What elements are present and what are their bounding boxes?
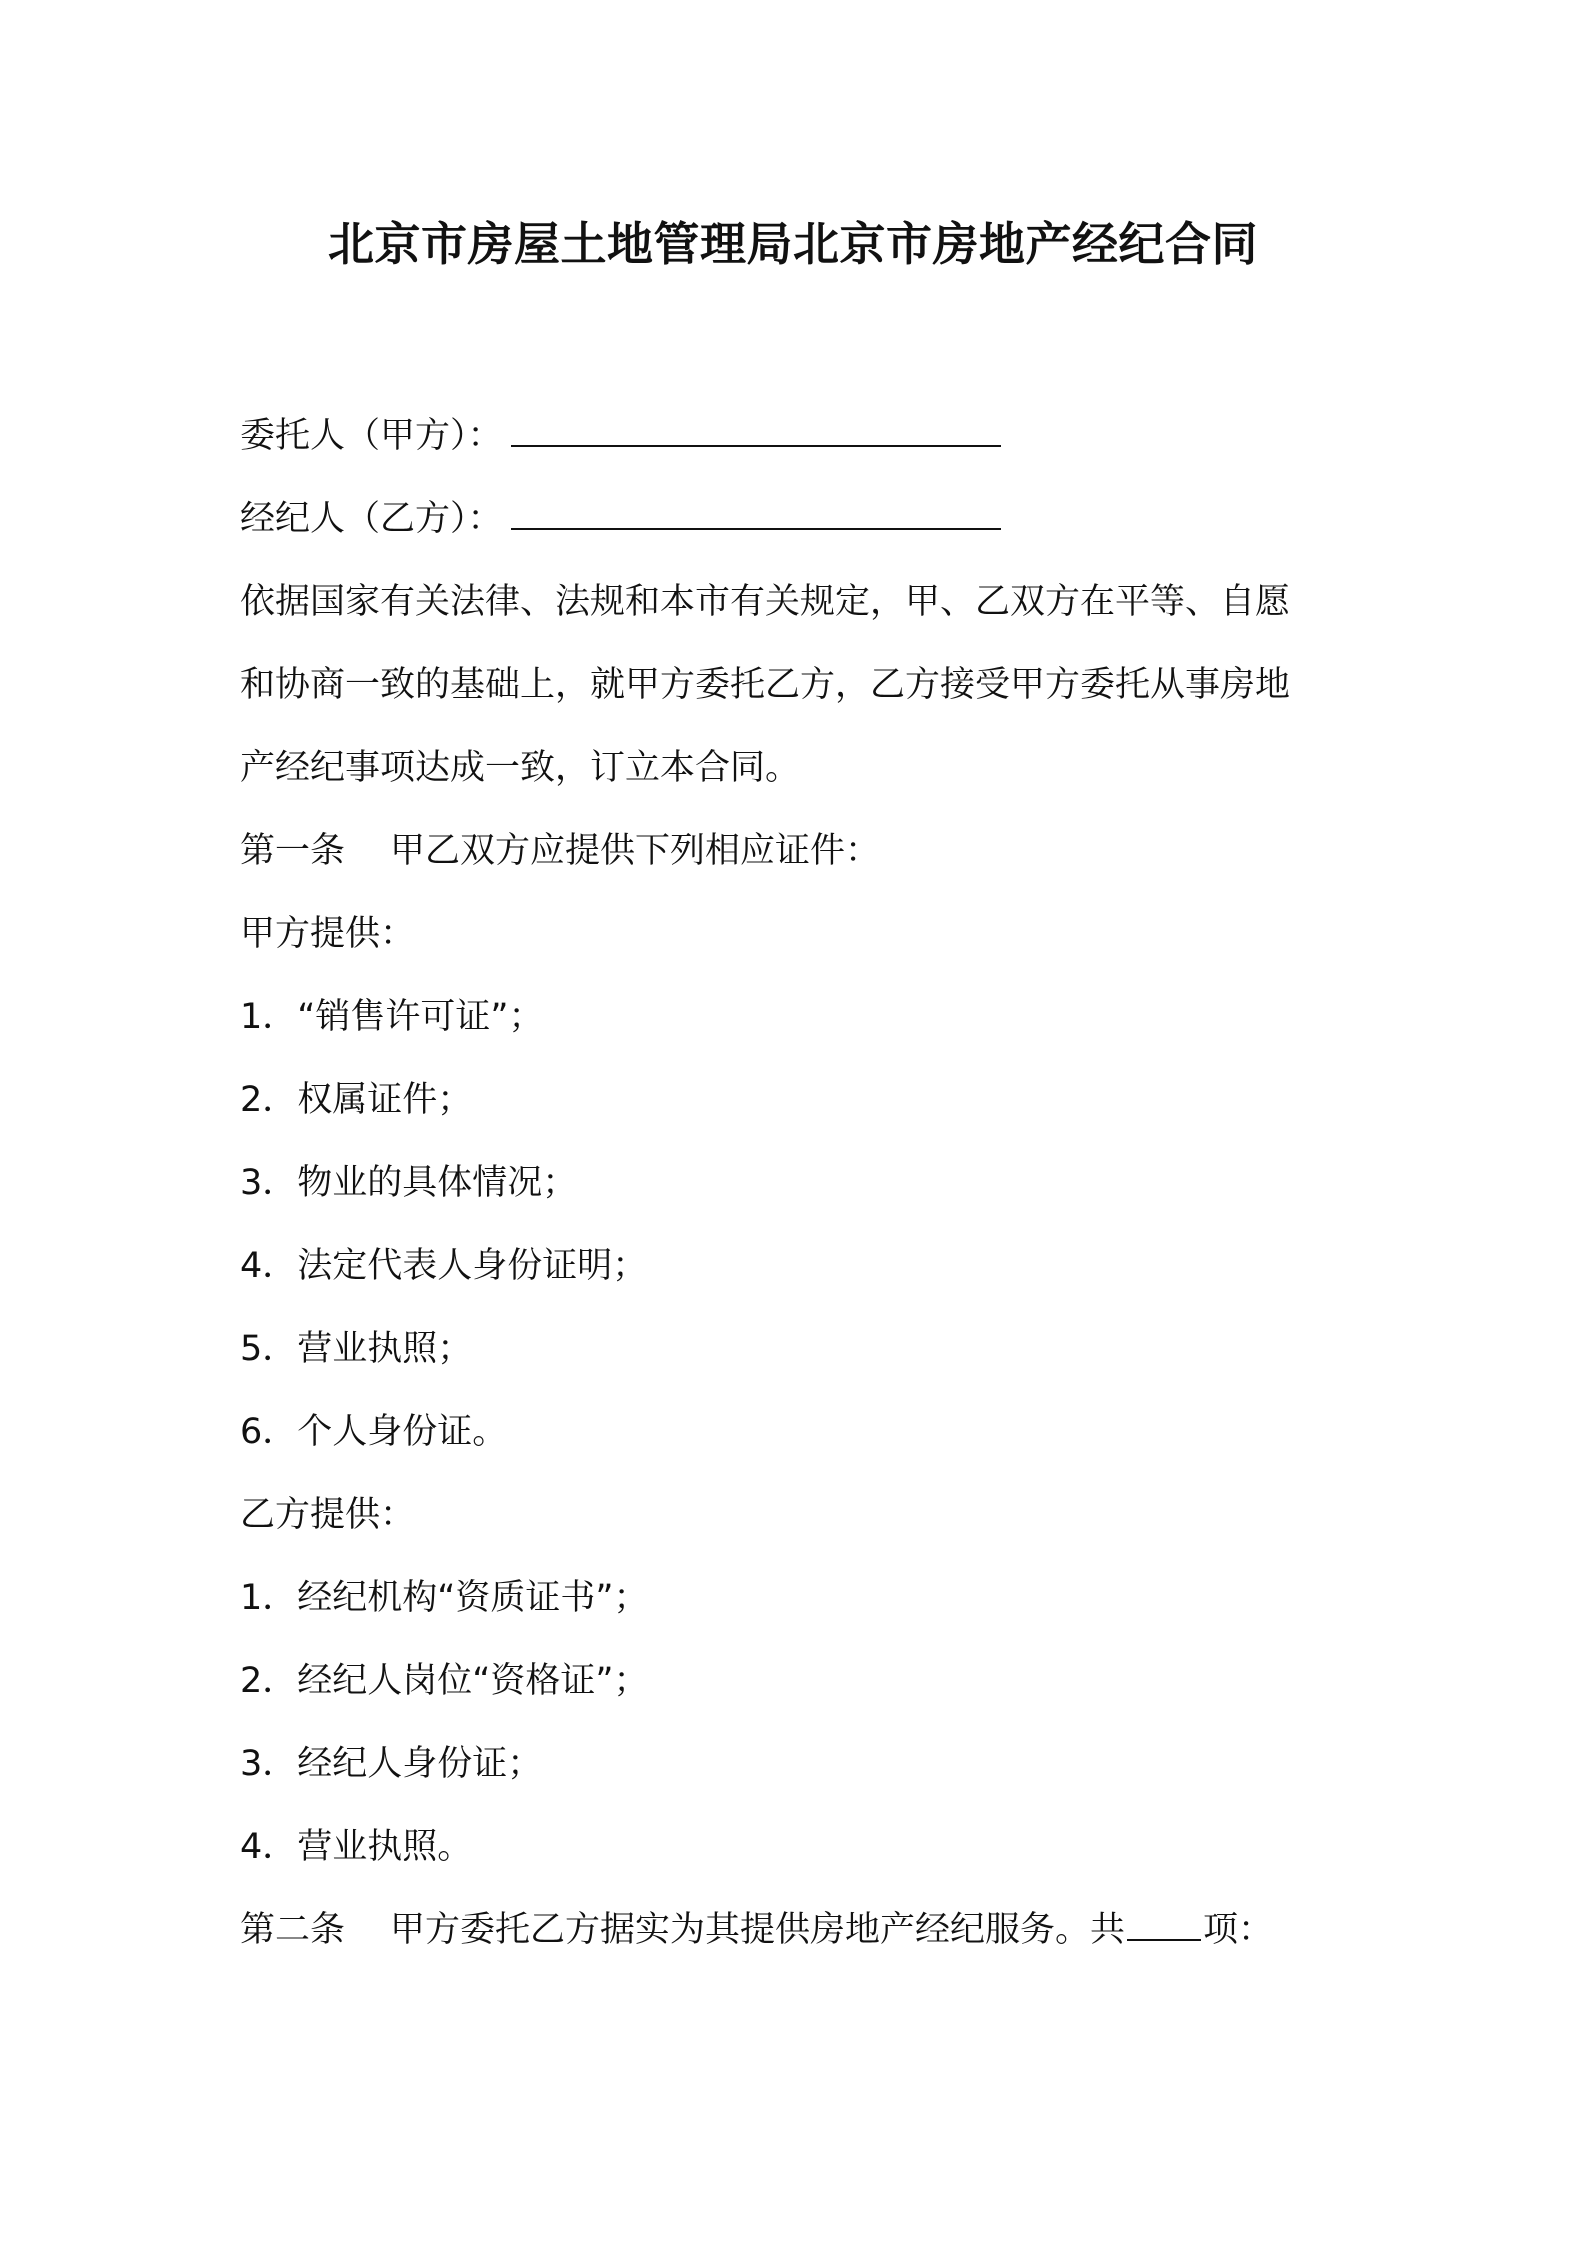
party-b-provides-label: 乙方提供：: [240, 1495, 416, 1535]
service-count-blank: [1127, 1938, 1201, 1941]
article-2-text: 甲方委托乙方据实为其提供房地产经纪服务。共: [390, 1910, 1126, 1950]
party-a-item-5: 5．营业执照；: [240, 1329, 473, 1369]
party-a-item-4: 4．法定代表人身份证明；: [240, 1246, 648, 1286]
article-1: [240, 827, 880, 875]
party-a-item-1: 1．“销售许可证”；: [240, 997, 544, 1037]
preamble-line-3: 产经纪事项达成一致，订立本合同。: [240, 748, 801, 788]
party-b-label: 经纪人（乙方）：: [240, 499, 503, 539]
party-a-item-2: 2．权属证件；: [240, 1080, 473, 1120]
party-b-item-3: 3．经纪人身份证；: [240, 1744, 543, 1784]
party-a-blank: [511, 444, 1001, 447]
party-a-provides-label: 甲方提供：: [240, 914, 416, 954]
party-b-item-4: 4．营业执照。: [240, 1827, 473, 1867]
party-a-label: 委托人（甲方）：: [240, 416, 503, 456]
party-b-line: [240, 495, 1001, 543]
party-a-line: [240, 412, 1001, 460]
party-b-blank: [511, 527, 1001, 530]
article-2-text-end: 项：: [1203, 1910, 1274, 1950]
article-1-text: 甲乙双方应提供下列相应证件：: [390, 831, 881, 871]
party-b-item-2: 2．经纪人岗位“资格证”；: [240, 1661, 649, 1701]
document-title: 北京市房屋土地管理局北京市房地产经纪合同: [328, 217, 1258, 271]
article-1-heading: 第一条: [240, 831, 346, 871]
party-a-item-3: 3．物业的具体情况；: [240, 1163, 578, 1203]
article-2-heading: 第二条: [240, 1910, 346, 1950]
preamble-line-1: 依据国家有关法律、法规和本市有关规定，甲、乙双方在平等、自愿: [240, 582, 1291, 622]
party-a-item-6: 6．个人身份证。: [240, 1412, 508, 1452]
article-2: [240, 1906, 1273, 1954]
party-b-item-1: 1．经纪机构“资质证书”；: [240, 1578, 649, 1618]
preamble-line-2: 和协商一致的基础上，就甲方委托乙方，乙方接受甲方委托从事房地: [240, 665, 1291, 705]
